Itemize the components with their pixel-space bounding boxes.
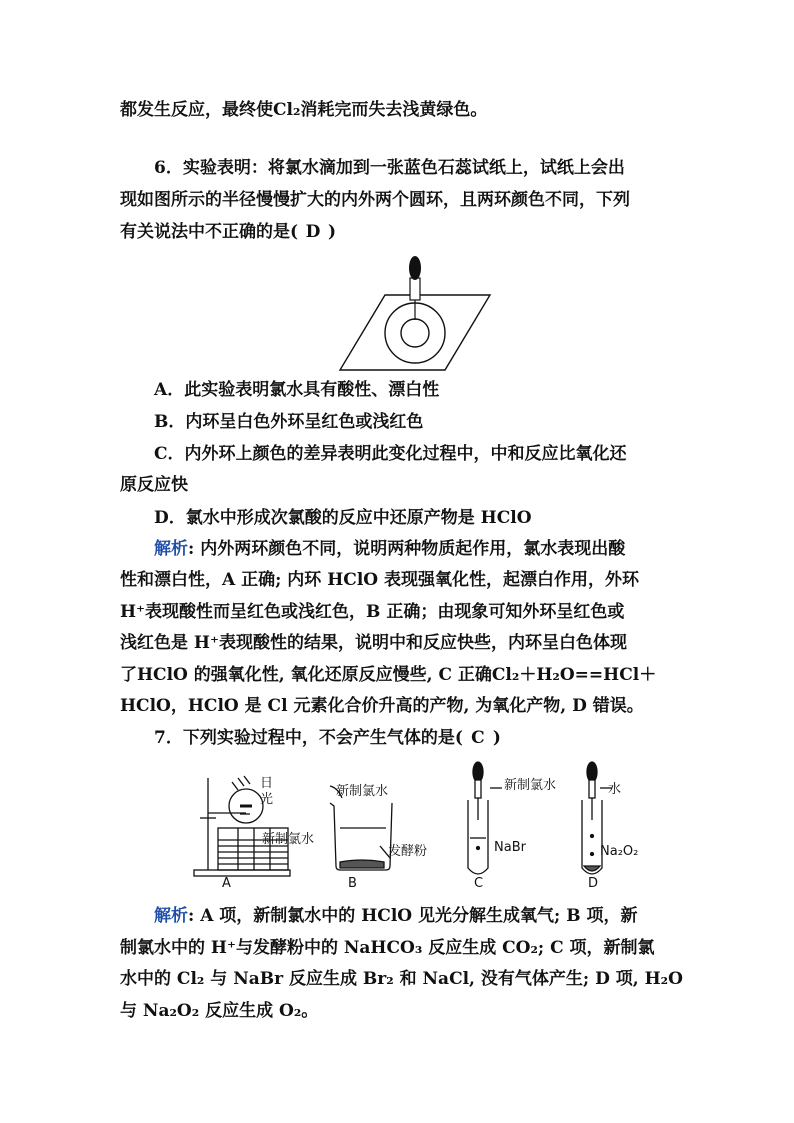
- option-c: C．内外环上颜色的差异表明此变化过程中，中和反应比氧化还: [154, 444, 627, 464]
- label-sunlight-1: 日: [260, 776, 274, 791]
- stem-close: ): [328, 222, 337, 242]
- label-c-chlorine-water: 新制氯水: [504, 778, 557, 793]
- label-water: 水: [608, 782, 622, 797]
- label-a-chlorine-water: 新制氯水: [262, 832, 315, 847]
- label-b-chlorine-water: 新制氯水: [336, 784, 389, 799]
- answer-7: C: [471, 728, 485, 748]
- analysis-7-line: 水中的 Cl₂ 与 NaBr 反应生成 Br₂ 和 NaCl, 没有气体产生; D 项, H₂O: [120, 969, 683, 989]
- label-baking-powder: 发酵粉: [388, 844, 428, 859]
- caption-b: B: [348, 876, 357, 891]
- label-nabr: NaBr: [494, 840, 526, 855]
- caption-a: A: [222, 876, 231, 891]
- question-6-stem: 6．实验表明：将氯水滴加到一张蓝色石蕊试纸上，试纸上会出: [154, 158, 625, 178]
- answer-6: D: [305, 222, 321, 242]
- analysis-6-line: 性和漂白性，A 正确; 内环 HClO 表现强氧化性，起漂白作用，外环: [120, 570, 639, 590]
- analysis-7: [154, 904, 680, 928]
- analysis-label: 解析: [154, 906, 188, 926]
- analysis-6-line: H⁺表现酸性而呈红色或浅红色，B 正确；由现象可知外环呈红色或: [120, 602, 625, 622]
- analysis-7-line: 制氯水中的 H⁺与发酵粉中的 NaHCO₃ 反应生成 CO₂; C 项，新制氯: [120, 938, 655, 958]
- analysis-6: [154, 537, 680, 561]
- stem-close: ): [492, 728, 501, 748]
- question-7-stem: [154, 726, 680, 750]
- caption-d: D: [588, 876, 599, 891]
- label-sunlight-2: 光: [260, 792, 274, 807]
- analysis-7-line: 与 Na₂O₂ 反应生成 O₂。: [120, 1001, 319, 1021]
- question-6-stem-2: 现如图所示的半径慢慢扩大的内外两个圆环，且两环颜色不同，下列: [120, 190, 630, 210]
- analysis-text: : A 项，新制氯水中的 HClO 见光分解生成氧气; B 项，新: [188, 906, 638, 926]
- label-na2o2: Na₂O₂: [600, 844, 639, 859]
- analysis-label: 解析: [154, 539, 188, 559]
- option-d: D．氯水中形成次氯酸的反应中还原产物是 HClO: [154, 508, 532, 528]
- option-b: B．内环呈白色外环呈红色或浅红色: [154, 412, 424, 432]
- litmus-paper-figure: [330, 252, 500, 380]
- analysis-6-line: HClO，HClO 是 Cl 元素化合价升高的产物, 为氧化产物, D 错误。: [120, 696, 644, 716]
- stem-text: 有关说法中不正确的是(: [120, 222, 299, 242]
- stem-text: 7．下列实验过程中，不会产生气体的是(: [154, 728, 463, 748]
- option-a: A．此实验表明氯水具有酸性、漂白性: [154, 380, 440, 400]
- apparatus-figure: [180, 758, 670, 898]
- question-6-stem-3: [120, 220, 680, 244]
- caption-c: C: [474, 876, 484, 891]
- text-line: 都发生反应，最终使Cl₂消耗完而失去浅黄绿色。: [120, 100, 488, 120]
- analysis-6-line: 了HClO 的强氧化性, 氧化还原反应慢些, C 正确Cl₂＋H₂O==HCl＋: [120, 665, 657, 685]
- analysis-6-line: 浅红色是 H⁺表现酸性的结果，说明中和反应快些，内环呈白色体现: [120, 633, 627, 653]
- option-c-cont: 原反应快: [120, 475, 188, 495]
- analysis-text: : 内外两环颜色不同，说明两种物质起作用，氯水表现出酸: [188, 539, 626, 559]
